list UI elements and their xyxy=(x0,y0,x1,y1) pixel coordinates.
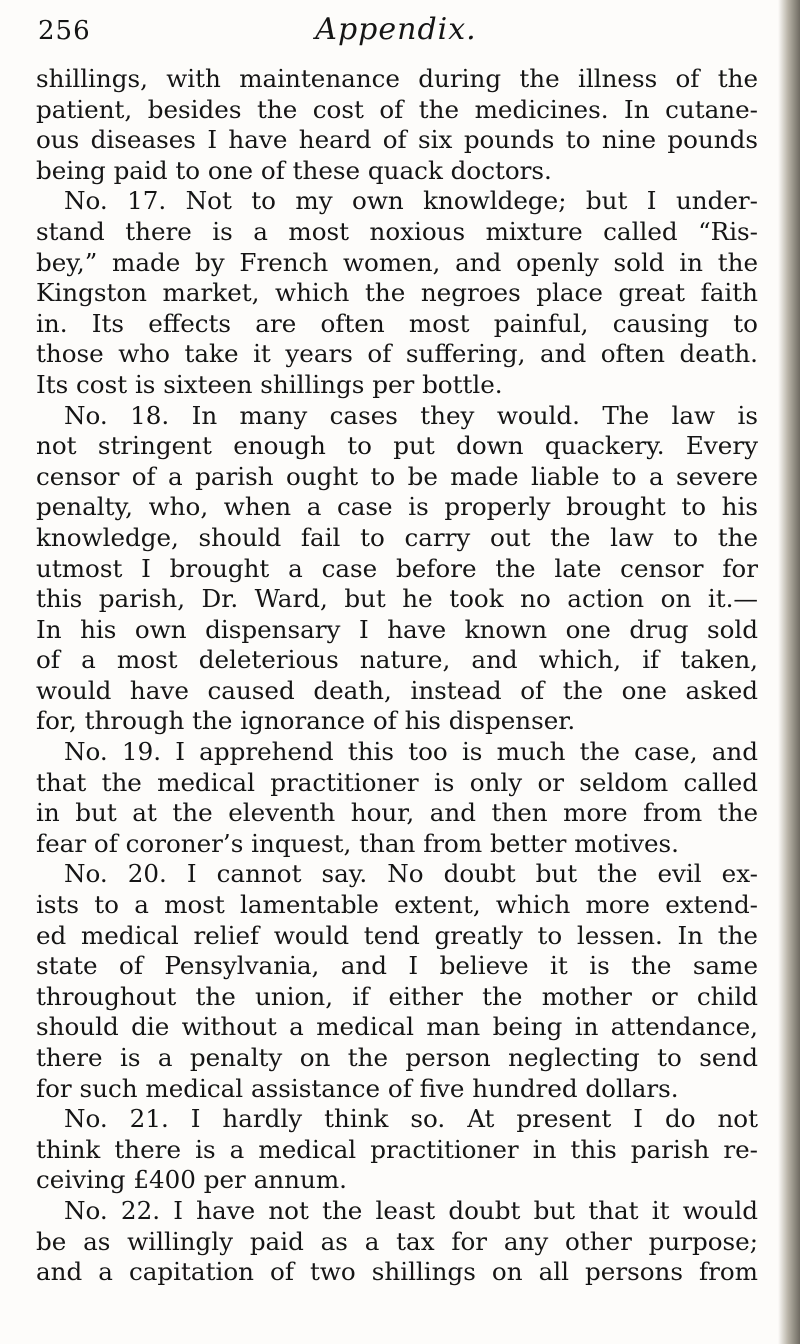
text-line: shillings, with maintenance during the illness of the xyxy=(36,64,758,93)
text-line: fear of coroner’s inquest, than from better motives. xyxy=(36,828,679,858)
text-line: there is a penalty on the person neglecting to send xyxy=(36,1043,758,1072)
body-text xyxy=(36,64,758,1288)
page-number: 256 xyxy=(38,16,91,46)
text-line: knowledge, should fail to carry out the law to the xyxy=(36,522,758,552)
text-line: that the medical practitioner is only or seldom called xyxy=(36,767,758,797)
text-line: not stringent enough to put down quackery. Every xyxy=(36,431,758,461)
text-line: bey,” made by French women, and openly sold in the xyxy=(36,247,758,277)
text-line: In his own dispensary I have known one drug sold xyxy=(36,614,758,644)
text-line: ous diseases I have heard of six pounds to nine pounds xyxy=(36,125,758,155)
text-line: would have caused death, instead of the one asked xyxy=(36,675,758,705)
text-line: being paid to one of these quack doctors. xyxy=(36,155,552,185)
text-line: No. 17. Not to my own knowldege; but I under- xyxy=(64,186,758,216)
text-line: should die without a medical man being in attendance, xyxy=(36,1012,758,1042)
text-line: penalty, who, when a case is properly brought to his xyxy=(36,492,758,522)
text-line: those who take it years of suffering, and often death. xyxy=(36,339,758,369)
text-line: for, through the ignorance of his dispenser. xyxy=(36,706,576,736)
text-line: and a capitation of two shillings on all persons from xyxy=(36,1257,758,1287)
text-line: think there is a medical practitioner in this parish re- xyxy=(36,1134,758,1164)
text-line: in. Its effects are often most painful, causing to xyxy=(36,308,758,338)
text-line: No. 22. I have not the least doubt but that it would xyxy=(64,1195,758,1225)
text-line: utmost I brought a case before the late censor for xyxy=(36,553,758,583)
text-line: for such medical assistance of five hundred dollars. xyxy=(36,1073,679,1103)
text-line: this parish, Dr. Ward, but he took no action on it.— xyxy=(36,584,758,614)
text-line: state of Pensylvania, and I believe it is the same xyxy=(36,951,758,981)
text-line: Kingston market, which the negroes place great faith xyxy=(36,278,758,308)
text-line: No. 20. I cannot say. No doubt but the evil ex- xyxy=(64,859,758,889)
text-line: in but at the eleventh hour, and then more from the xyxy=(36,798,758,828)
text-line: throughout the union, if either the mother or child xyxy=(36,981,758,1011)
text-line: ists to a most lamentable extent, which more extend- xyxy=(36,890,758,920)
text-line: censor of a parish ought to be made liable to a severe xyxy=(36,461,758,491)
text-line: be as willingly paid as a tax for any other purpose; xyxy=(36,1226,758,1256)
text-line: No. 18. In many cases they would. The law is xyxy=(64,400,758,430)
page-header xyxy=(36,8,756,56)
text-line: No. 21. I hardly think so. At present I do not xyxy=(64,1104,758,1134)
running-head: Appendix. xyxy=(315,12,477,47)
page-edge-shadow xyxy=(778,0,800,1344)
text-line: ed medical relief would tend greatly to lessen. In the xyxy=(36,920,758,950)
text-line: of a most deleterious nature, and which, if taken, xyxy=(36,645,758,675)
text-line: Its cost is sixteen shillings per bottle. xyxy=(36,369,503,399)
text-line: No. 19. I apprehend this too is much the case, and xyxy=(64,737,758,767)
text-line: ceiving £400 per annum. xyxy=(36,1165,347,1195)
text-line: patient, besides the cost of the medicines. In cutane- xyxy=(36,94,758,124)
text-line: stand there is a most noxious mixture called “Ris- xyxy=(36,216,758,246)
